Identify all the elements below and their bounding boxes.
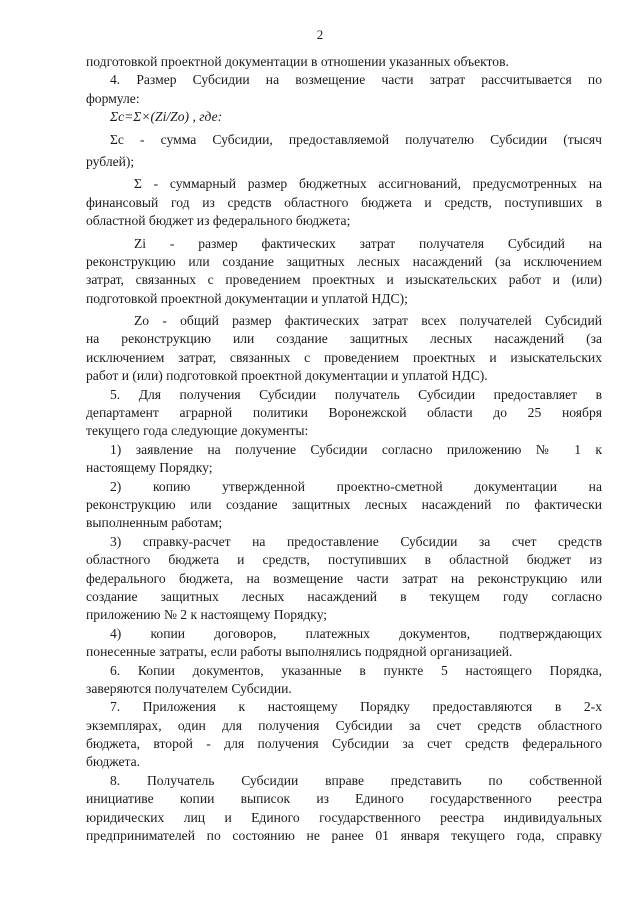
text-line: на реконструкцию или создание защитных лесных насаждений (за [86,331,602,347]
text-line: финансовый год из средств областного бюджета и средств, поступивших в [86,194,602,210]
text-line: Zi - размер фактических затрат получателя Субсидий на [134,235,602,251]
text-line: 2) копию утвержденной проектно-сметной документации на [110,478,602,494]
text-line: бюджета, второй - для получения Субсидии за счет средств федерального [86,736,602,752]
text-line: инициативе копии выписок из Единого государственного реестра [86,791,602,807]
text-line: заверяются получателем Субсидии. [86,680,292,696]
text-line: 3) справку-расчет на предоставление Субсидии за счет средств [110,533,602,549]
text-line: 7. Приложения к настоящему Порядку предоставляются в 2-х [110,699,602,715]
text-line: затрат, связанных с проведением проектных и изыскательских работ и (или) [86,272,602,288]
text-line: настоящему Порядку; [86,460,213,476]
text-line: 4) копии договоров, платежных документов, подтверждающих [110,625,602,641]
text-line: Zo - общий размер фактических затрат всех получателей Субсидий [134,313,602,329]
text-line: текущего года следующие документы: [86,423,309,439]
text-line: подготовкой проектной документации в отношении указанных объектов. [86,54,509,69]
text-line: рублей); [86,153,135,169]
text-line: областной бюджет из федерального бюджета; [86,213,351,229]
text-line: департамент аграрной политики Воронежской области до 25 ноября [86,405,602,421]
text-line: Σc=Σ×(Zi/Zo) , где: [110,109,223,125]
text-line: Σc - сумма Субсидии, предоставляемой получателю Субсидии (тысяч [110,131,602,147]
text-line: подготовкой проектной документации и уплатой НДС); [86,290,408,306]
text-line: Σ - суммарный размер бюджетных ассигнований, предусмотренных на [134,176,602,192]
text-line: 4. Размер Субсидии на возмещение части затрат рассчитывается по [110,72,602,88]
text-line: экземплярах, один для получения Субсидии за счет средств областного [86,717,602,733]
text-line: работ и (или) подготовкой проектной документации и уплатой НДС). [86,368,488,384]
text-line: 5. Для получения Субсидии получатель Субсидии предоставляет в [110,386,602,402]
text-line: понесенные затраты, если работы выполнялись подрядной организацией. [86,644,513,660]
text-line: исключением затрат, связанных с проведением проектных и изыскательских [86,349,602,365]
text-line: бюджета. [86,754,141,770]
page-number: 2 [316,27,324,42]
text-line: создание защитных лесных насаждений в текущем году согласно [86,588,602,604]
text-line: реконструкцию или создание защитных лесных насаждений (за исключением [86,253,602,269]
text-line: федерального бюджета, на возмещение части затрат на реконструкцию или [86,570,602,586]
document-body [86,53,602,845]
text-line: приложению № 2 к настоящему Порядку; [86,607,328,623]
text-line: 1) заявление на получение Субсидии согласно приложению № 1 к [110,441,602,457]
text-line: реконструкцию или создание защитных лесных насаждений по фактически [86,496,602,512]
text-line: 6. Копии документов, указанные в пункте 5 настоящего Порядка, [110,662,602,678]
text-line: предпринимателей по состоянию не ранее 01 января текущего года, справку [86,828,602,844]
text-line: областного бюджета и средств, поступивших в областной бюджет из [86,552,602,568]
text-line: 8. Получатель Субсидии вправе представить по собственной [110,772,602,788]
text-line: выполненным работам; [86,515,223,531]
text-line: юридических лиц и Единого государственного реестра индивидуальных [86,809,602,825]
text-line: формуле: [86,90,140,106]
